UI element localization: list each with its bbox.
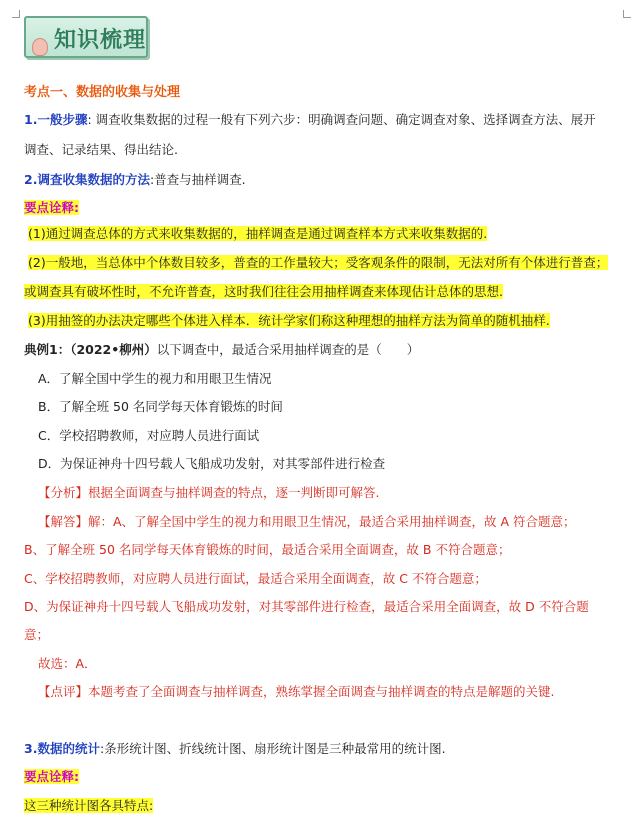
analysis-text: 【分析】根据全面调查与抽样调查的特点，逐一判断即可解答. — [38, 485, 380, 500]
note-text-4: (3)用抽签的办法决定哪些个体进入样本．统计学家们称这种理想的抽样方法为简单的随机抽样. — [28, 313, 550, 328]
section-banner — [24, 16, 148, 58]
method-text: :普查与抽样调查. — [149, 172, 246, 187]
example-source: （2022•柳州） — [70, 342, 157, 357]
banner-decoration-icon — [32, 38, 48, 56]
example-label: 典例1： — [24, 342, 71, 357]
solution-line-3: C、学校招聘教师，对应聘人员进行面试，最适合采用全面调查，故 C 不符合题意； — [24, 571, 487, 586]
last-line — [24, 797, 153, 815]
solution-line-2: B、了解全班 50 名同学每天体育锻炼的时间，最适合采用全面调查，故 B 不符合题意； — [24, 542, 511, 557]
option-d: D．为保证神舟十四号载人飞船成功发射，对其零部件进行检查 — [38, 456, 386, 471]
method-paragraph — [24, 171, 246, 189]
step-paragraph-line1 — [24, 111, 596, 129]
note-line-1 — [28, 225, 487, 243]
step-label: 一般步骤 — [37, 112, 88, 127]
step-number: 1. — [24, 112, 38, 127]
note-label — [24, 199, 79, 217]
solution-line-5: 意； — [24, 627, 50, 642]
example-question-text: 以下调查中，最适合采用抽样调查的是（ ） — [156, 342, 420, 357]
method-label: 调查收集数据的方法 — [37, 172, 150, 187]
step-text: : 调查收集数据的过程一般有下列六步：明确调查问题、确定调查对象、选择调查方法、展开 — [87, 112, 596, 127]
note-label-text: 要点诠释: — [24, 200, 79, 215]
section-heading: 考点一、数据的收集与处理 — [24, 85, 181, 100]
note-text-1: (1)通过调查总体的方式来收集数据的，抽样调查是通过调查样本方式来收集数据的. — [28, 226, 488, 241]
note-label-2 — [24, 768, 79, 786]
statistics-number: 3. — [24, 741, 38, 756]
corner-mark-left — [12, 10, 20, 18]
solution-answer: 故选：A． — [38, 656, 97, 671]
note-line-4 — [28, 312, 550, 330]
step-paragraph-line2: 调查、记录结果、得出结论. — [24, 142, 178, 157]
note-line-3 — [24, 283, 503, 301]
solution-line-4: D、为保证神舟十四号载人飞船成功发射，对其零部件进行检查，最适合采用全面调查，故 D 不符合题 — [24, 599, 589, 614]
banner-title: 知识梳理 — [54, 27, 147, 53]
last-line-text: 这三种统计图各具特点: — [24, 798, 154, 813]
statistics-paragraph — [24, 740, 446, 758]
corner-mark-right — [623, 10, 631, 18]
option-b: B．了解全班 50 名同学每天体育锻炼的时间 — [38, 399, 283, 414]
note-text-3: 或调查具有破坏性时，不允许普查，这时我们往往会用抽样调查来体现估计总体的思想. — [24, 284, 503, 299]
statistics-text: :条形统计图、折线统计图、扇形统计图是三种最常用的统计图. — [99, 741, 446, 756]
option-c: C．学校招聘教师，对应聘人员进行面试 — [38, 428, 260, 443]
comment-text: 【点评】本题考查了全面调查与抽样调查，熟练掌握全面调查与抽样调查的特点是解题的关键. — [38, 684, 555, 699]
statistics-label: 数据的统计 — [37, 741, 100, 756]
method-number: 2. — [24, 172, 38, 187]
solution-line-1: 【解答】解：A、了解全国中学生的视力和用眼卫生情况，最适合采用抽样调查，故 A 符合题意； — [38, 514, 576, 529]
note-label-text-2: 要点诠释: — [24, 769, 79, 784]
note-text-2: (2)一般地，当总体中个体数目较多，普查的工作量较大；受客观条件的限制，无法对所有个体进行普查； — [28, 255, 609, 270]
note-line-2 — [28, 254, 608, 272]
example-question — [24, 341, 419, 359]
option-a: A．了解全国中学生的视力和用眼卫生情况 — [38, 371, 272, 386]
